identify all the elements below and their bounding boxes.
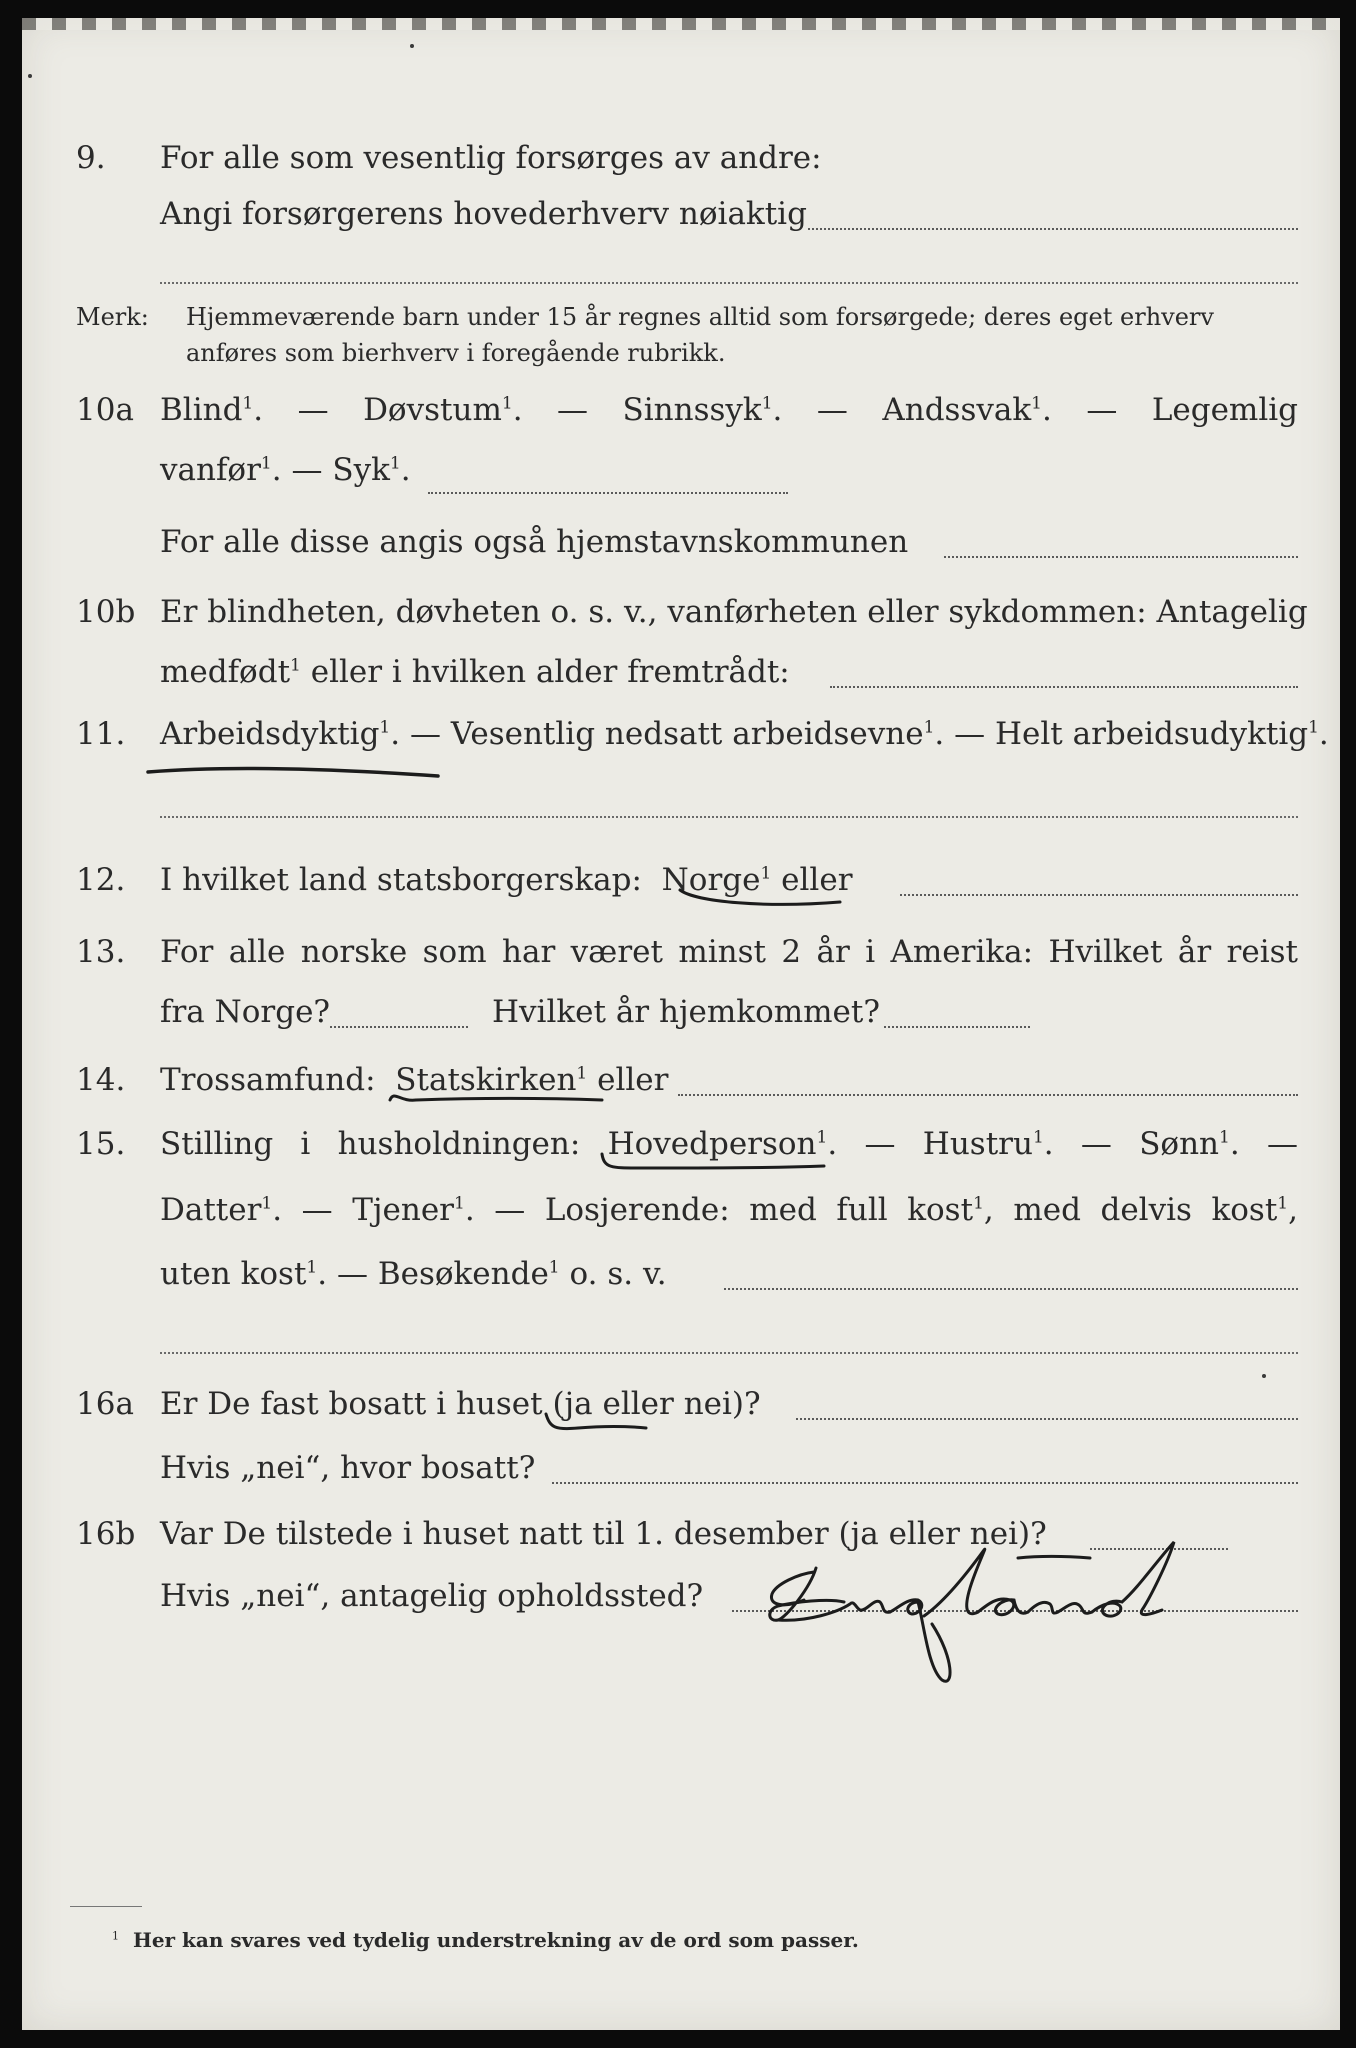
opt-vanfor[interactable]: vanfør	[160, 452, 261, 488]
page-top-edge	[22, 18, 1340, 30]
q10b-answer-field[interactable]	[830, 686, 1298, 688]
q10a-answer-field[interactable]	[428, 492, 788, 494]
opt-udyktig[interactable]: Helt arbeidsudyktig	[994, 716, 1309, 752]
q15-options-1: Stilling i husholdningen: Hovedperson$^1$. — Hustru$^1$. — Sønn$^1$. —	[160, 1126, 1299, 1162]
q15-number: 15.	[76, 1126, 126, 1162]
q12-label: I hvilket land statsborgerskap:	[160, 862, 642, 898]
opt-dovstum[interactable]: Døvstum	[363, 392, 502, 428]
merk-label: Merk:	[76, 303, 149, 331]
q15-answer-line2[interactable]	[160, 1352, 1298, 1354]
q16b-number: 16b	[76, 1516, 136, 1552]
q12-eller: eller	[781, 862, 853, 898]
q16b-text: Var De tilstede i huset natt til 1. desember (ja eller nei)?	[160, 1516, 1047, 1552]
q14-pen-underline	[386, 1078, 606, 1108]
q9-answer-field[interactable]	[808, 228, 1298, 230]
ink-speck	[410, 44, 414, 48]
opt-sinnssyk[interactable]: Sinnssyk	[622, 392, 762, 428]
footnote-rule	[70, 1906, 142, 1907]
q10a-options: Blind$^1$. — Døvstum$^1$. — Sinnssyk$^1$. — Andssvak$^1$. — Legemlig	[160, 392, 1299, 428]
q10b-text: Er blindheten, døvheten o. s. v., vanførheten eller sykdommen: Antagelig	[160, 594, 1308, 630]
merk-text-2: anføres som bierhverv i foregående rubrikk.	[186, 339, 726, 367]
q12-answer-field[interactable]	[900, 894, 1298, 896]
q13-hjem-label: Hvilket år hjemkommet?	[492, 994, 880, 1030]
q13-text: For alle norske som har været minst 2 år i Amerika: Hvilket år reist	[160, 934, 1298, 970]
q16a-bosatt-field[interactable]	[552, 1482, 1298, 1484]
opt-uten-kost[interactable]: uten kost	[160, 1256, 307, 1292]
q16a-number: 16a	[76, 1386, 134, 1422]
ink-speck	[1262, 1374, 1266, 1378]
england-handwriting-svg	[758, 1528, 1218, 1698]
q13-reist-label: fra Norge?	[160, 994, 331, 1030]
census-form-page	[22, 18, 1340, 2030]
q11-answer-line[interactable]	[160, 816, 1298, 818]
opt-medfodt[interactable]: medfødt	[160, 654, 291, 690]
footnote-mark: 1	[112, 1929, 119, 1943]
opt-norge[interactable]: Norge	[661, 862, 761, 898]
q11-options: Arbeidsdyktig$^1$. — Vesentlig nedsatt arbeidsevne$^1$. — Helt arbeidsudyktig$^1$.	[160, 716, 1329, 752]
q12-number: 12.	[76, 862, 126, 898]
merk-text-line2	[186, 336, 1324, 370]
q9-text: For alle som vesentlig forsørges av andre:	[160, 140, 822, 176]
opt-hustru[interactable]: Hustru	[922, 1126, 1033, 1162]
opt-statskirken[interactable]: Statskirken	[395, 1062, 577, 1098]
opt-besokende[interactable]: Besøkende	[377, 1256, 549, 1292]
footnote-text: Her kan svares ved tydelig understrekning av de ord som passer.	[132, 1928, 859, 1952]
q15-label: Stilling i husholdningen:	[160, 1126, 581, 1162]
merk-text: Hjemmeværende barn under 15 år regnes alltid som forsørgede; deres eget erhverv	[186, 303, 1214, 331]
q13-reist-field[interactable]	[330, 1026, 468, 1028]
opt-datter[interactable]: Datter	[160, 1192, 262, 1228]
q9-subtext: Angi forsørgerens hovederhverv nøiaktig	[160, 196, 807, 232]
q16a-subtext: Hvis „nei“, hvor bosatt?	[160, 1450, 536, 1486]
opt-med-delvis-kost[interactable]: med delvis kost	[1013, 1192, 1278, 1228]
q15-options-3: uten kost$^1$. — Besøkende$^1$ o. s. v.	[160, 1256, 667, 1292]
q10a-number: 10a	[76, 392, 134, 428]
q10b-alder-text: eller i hvilken alder fremtrådt:	[310, 654, 790, 690]
q12-pen-underline	[676, 884, 846, 914]
q12-text: I hvilket land statsborgerskap: Norge$^1$ eller	[160, 862, 853, 898]
q9-number: 9.	[76, 140, 106, 176]
q16a-pen-underline	[542, 1406, 652, 1436]
opt-nedsatt[interactable]: Vesentlig nedsatt arbeidsevne	[450, 716, 924, 752]
q14-eller: eller	[597, 1062, 669, 1098]
footnote	[112, 1926, 859, 1954]
q13-hjem-field[interactable]	[884, 1026, 1030, 1028]
q11-number: 11.	[76, 716, 126, 752]
q10b-number: 10b	[76, 594, 136, 630]
q11-pen-underline	[142, 754, 442, 784]
opt-sonn[interactable]: Sønn	[1139, 1126, 1220, 1162]
q16b-handwritten-answer	[758, 1528, 1218, 1702]
merk-text-line1	[186, 300, 1298, 334]
opt-med-full-kost[interactable]: med full kost	[749, 1192, 974, 1228]
q15-options-2: Datter$^1$. — Tjener$^1$. — Losjerende: med full kost$^1$, med delvis kost$^1$,	[160, 1192, 1298, 1228]
q14-label: Trossamfund:	[160, 1062, 376, 1098]
q16b-subtext: Hvis „nei“, antagelig opholdssted?	[160, 1578, 704, 1614]
opt-hovedperson[interactable]: Hovedperson	[607, 1126, 817, 1162]
opt-andssvak[interactable]: Andssvak	[882, 392, 1032, 428]
opt-blind[interactable]: Blind	[160, 392, 243, 428]
q14-answer-field[interactable]	[678, 1094, 1298, 1096]
opt-arbeidsdyktig[interactable]: Arbeidsdyktig	[160, 716, 380, 752]
q14-number: 14.	[76, 1062, 126, 1098]
ink-speck	[28, 74, 32, 78]
opt-legemlig[interactable]: Legemlig	[1151, 392, 1299, 428]
opt-tjener[interactable]: Tjener	[352, 1192, 454, 1228]
q16a-answer-field[interactable]	[796, 1418, 1298, 1420]
q10b-line2-text: medfødt$^1$ eller i hvilken alder fremtrådt:	[160, 654, 790, 690]
q16a-text: Er De fast bosatt i huset (ja eller nei)?	[160, 1386, 761, 1422]
q15-pen-underline	[598, 1150, 828, 1176]
q15-osv: o. s. v.	[569, 1256, 667, 1292]
q10a-hjemstavn-text: For alle disse angis også hjemstavnskommunen	[160, 524, 909, 560]
q10a-line2-text: vanfør$^1$. — Syk$^1$.	[160, 452, 411, 488]
q9-answer-line2[interactable]	[160, 282, 1298, 284]
q13-number: 13.	[76, 934, 126, 970]
q15-answer-field[interactable]	[724, 1288, 1298, 1290]
opt-syk[interactable]: Syk	[332, 452, 390, 488]
q10a-hjemstavn-field[interactable]	[944, 556, 1298, 558]
opt-losjerende[interactable]: Losjerende:	[544, 1192, 730, 1228]
q14-text: Trossamfund: Statskirken$^1$ eller	[160, 1062, 669, 1098]
